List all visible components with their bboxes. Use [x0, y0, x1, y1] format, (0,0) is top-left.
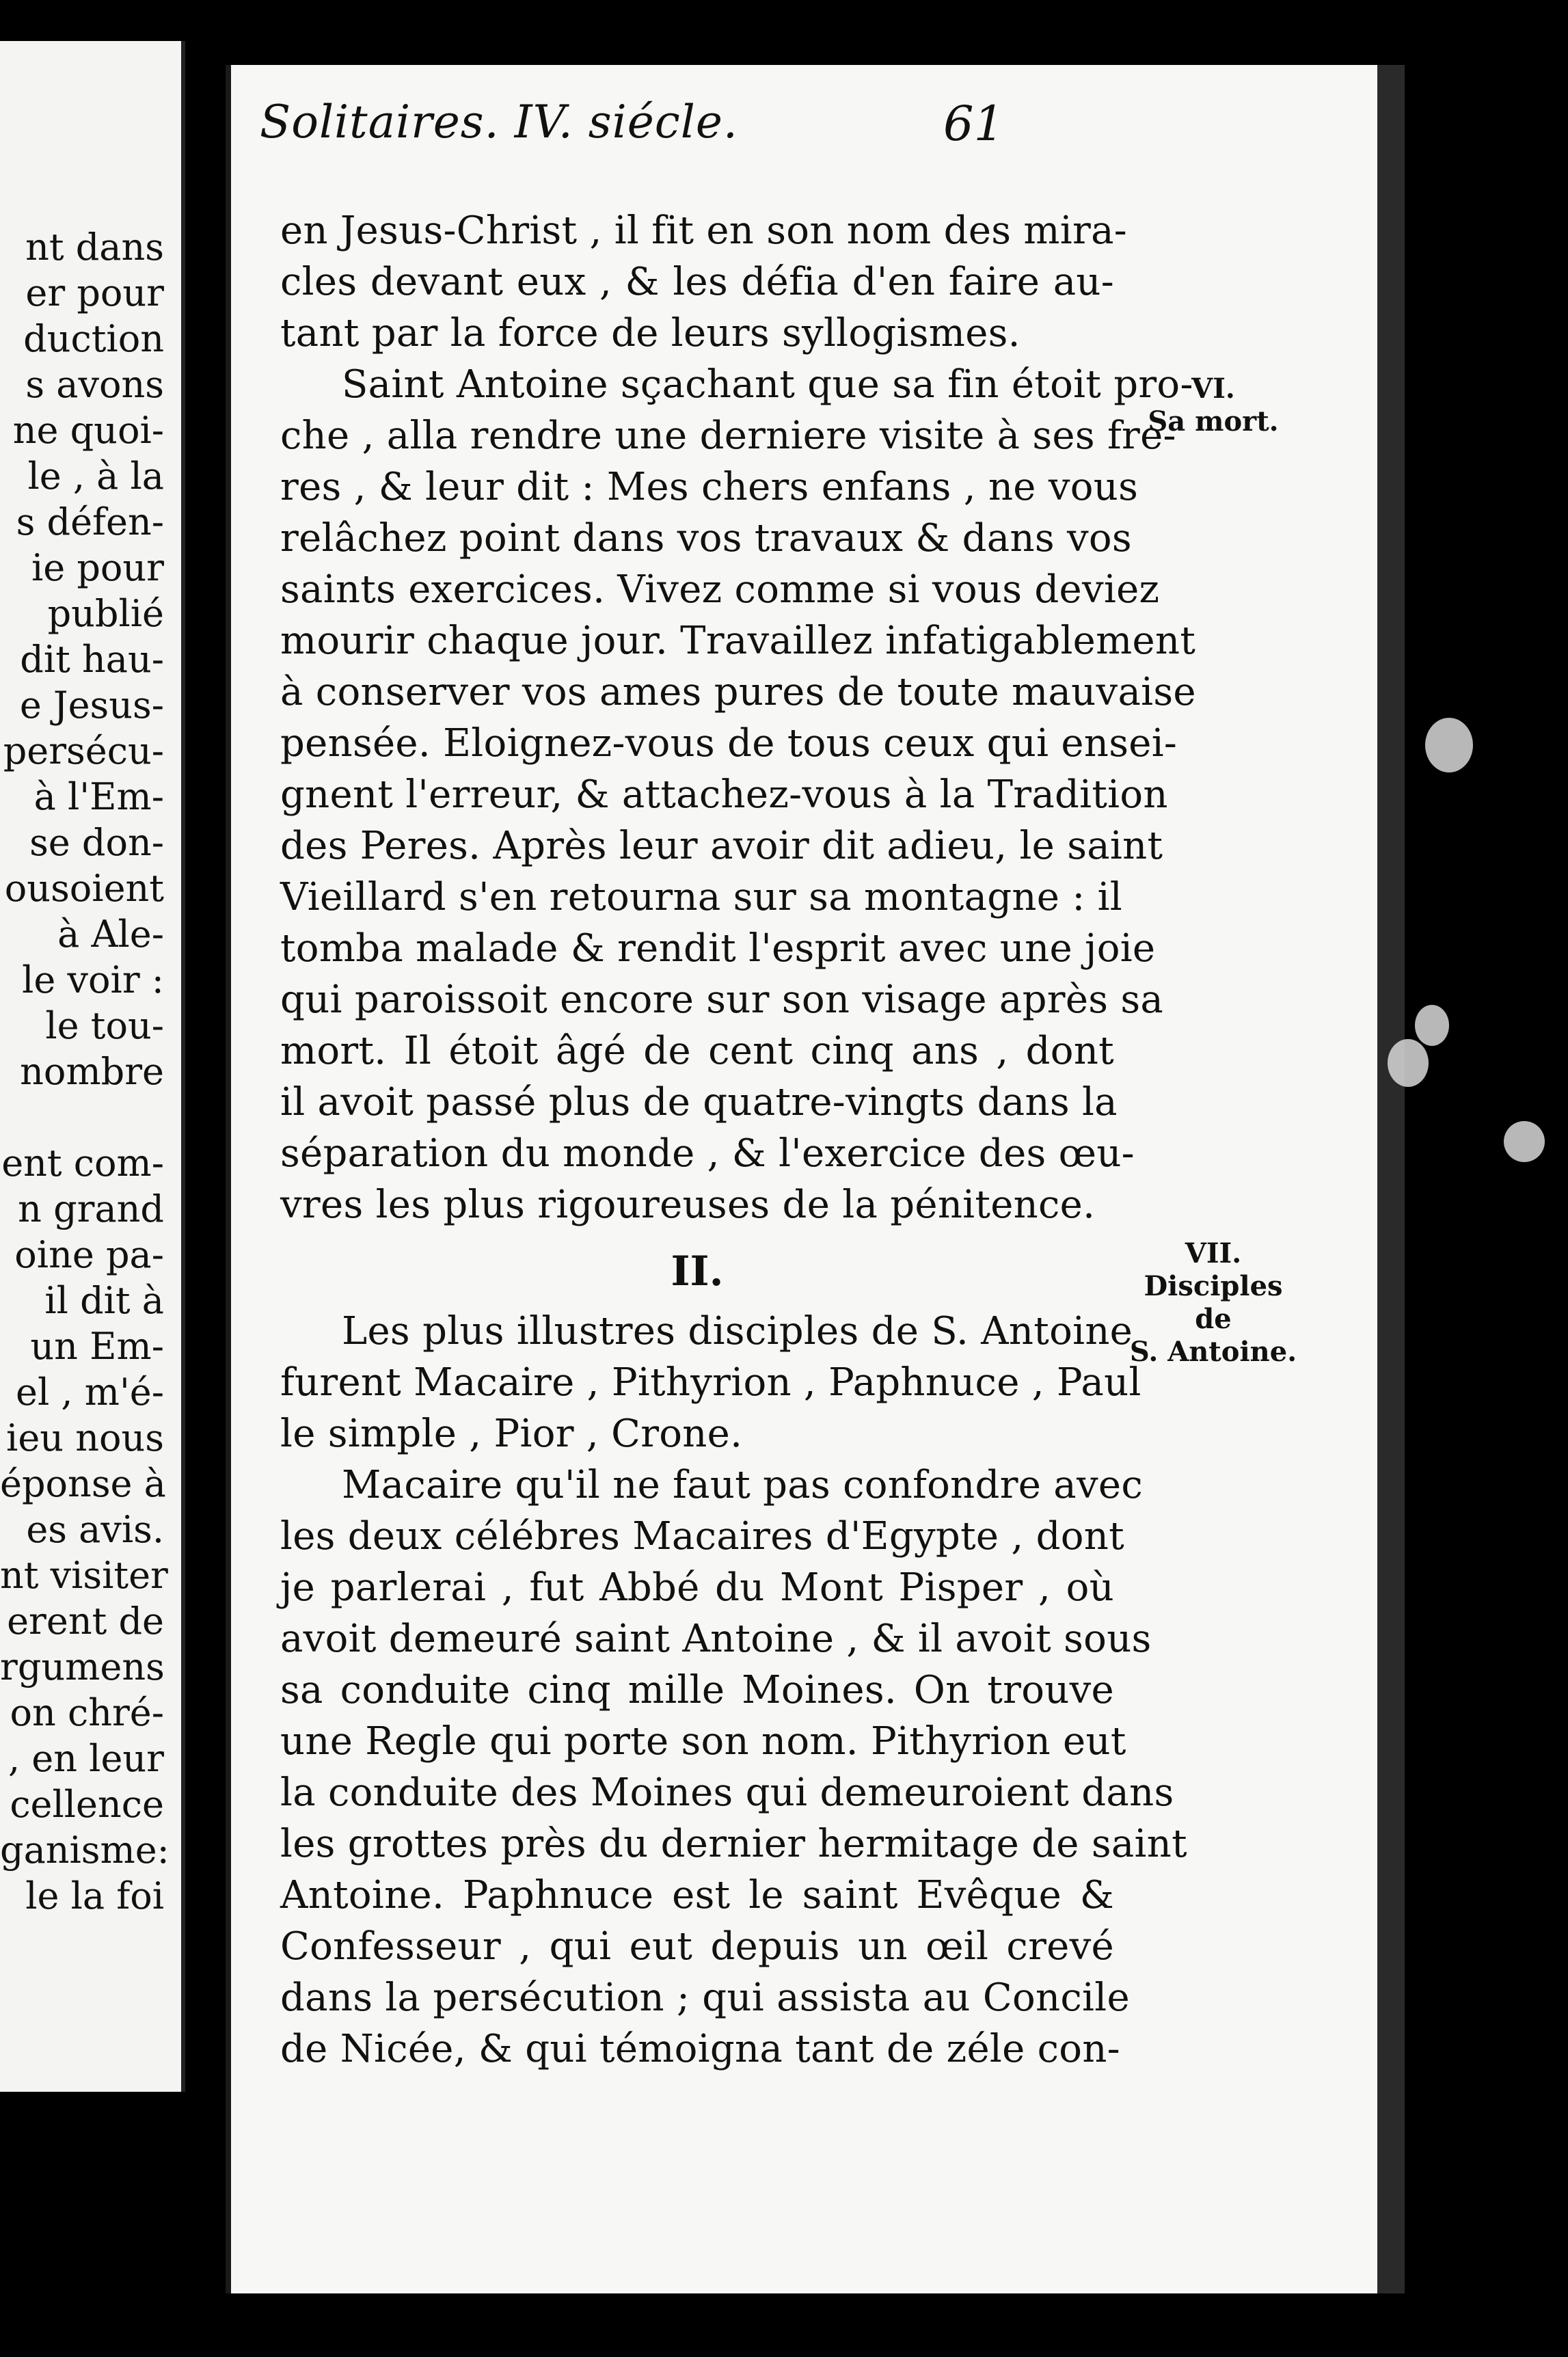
previous-page-line: , en leur: [8, 1737, 164, 1780]
previous-page-line: s défen-: [16, 500, 164, 543]
text-line: les grottes près du dernier hermitage de saint: [280, 1822, 1187, 1866]
text-line: relâchez point dans vos travaux & dans vos: [280, 516, 1132, 561]
text-line: tomba malade & rendit l'esprit avec une joie: [280, 926, 1156, 971]
previous-page-line: ne quoi-: [12, 409, 164, 452]
previous-page-line: ieu nous: [6, 1416, 164, 1459]
previous-page-line: nombre: [20, 1050, 164, 1093]
previous-page-line: le voir :: [22, 958, 164, 1001]
previous-page-line: il dit à: [44, 1279, 164, 1322]
margin-note-disciples: [1128, 1237, 1299, 1369]
paper-stain: [1504, 1121, 1545, 1162]
paper-stain: [1415, 1005, 1449, 1046]
previous-page-line: ganisme:: [0, 1829, 170, 1872]
margin-note-label: S. Antoine.: [1129, 1336, 1297, 1368]
text-line: tant par la force de leurs syllogismes.: [280, 311, 1020, 355]
text-line: mourir chaque jour. Travaillez infatigablement: [280, 619, 1196, 663]
text-line: dans la persécution ; qui assista au Concile: [280, 1976, 1130, 2020]
previous-page-line: e Jesus-: [19, 684, 164, 727]
text-line: saints exercices. Vivez comme si vous deviez: [280, 567, 1160, 612]
text-line: Antoine. Paphnuce est le saint Evêque &: [280, 1873, 1114, 1917]
previous-page-line: on chré-: [10, 1691, 164, 1734]
text-line: qui paroissoit encore sur son visage après sa: [280, 978, 1164, 1022]
previous-page-line: s avons: [25, 363, 164, 406]
text-line: sa conduite cinq mille Moines. On trouve: [280, 1668, 1114, 1712]
margin-note-number: VII.: [1185, 1237, 1242, 1269]
page-number: 61: [943, 96, 1005, 152]
margin-note-label: Sa mort.: [1148, 405, 1279, 437]
previous-page-line: cellence: [10, 1783, 164, 1826]
previous-page-line: el , m'é-: [16, 1371, 164, 1414]
text-line: Macaire qu'il ne faut pas confondre avec: [342, 1463, 1144, 1507]
previous-page-line: rgumens: [0, 1645, 165, 1688]
text-line: furent Macaire , Pithyrion , Paphnuce , Paul: [280, 1360, 1141, 1405]
running-title: Solitaires. IV. siécle.: [260, 96, 738, 148]
previous-page-line: oine pa-: [14, 1233, 164, 1276]
text-line: che , alla rendre une derniere visite à ses fre-: [280, 414, 1176, 458]
margin-note-number: VI.: [1191, 373, 1235, 405]
text-line: le simple , Pior , Crone.: [280, 1412, 743, 1456]
text-line: Vieillard s'en retourna sur sa montagne : il: [280, 875, 1123, 919]
text-line: des Peres. Après leur avoir dit adieu, le saint: [280, 824, 1163, 868]
previous-page-line: duction: [23, 317, 164, 360]
previous-page-line: n grand: [18, 1187, 164, 1230]
previous-page-line: nt dans: [25, 226, 164, 269]
previous-page-line: à Ale-: [57, 913, 164, 956]
text-line: les deux célébres Macaires d'Egypte , dont: [280, 1514, 1124, 1559]
previous-page-line: publié: [47, 592, 164, 635]
text-line: séparation du monde , & l'exercice des œu-: [280, 1131, 1135, 1176]
previous-page-line: ent com-: [1, 1142, 164, 1185]
previous-page-line: à l'Em-: [33, 775, 164, 818]
margin-note-label: Disciples de: [1144, 1270, 1283, 1335]
previous-page-line: erent de: [7, 1600, 164, 1643]
text-line: Saint Antoine sçachant que sa fin étoit pro-: [342, 362, 1193, 407]
previous-page-line: ousoient: [4, 867, 164, 910]
text-line: cles devant eux , & les défia d'en faire au-: [280, 260, 1114, 304]
previous-page-line: éponse à: [0, 1462, 166, 1505]
previous-page-line: le la foi: [25, 1874, 164, 1917]
paper-stain: [1425, 718, 1473, 772]
section-number: II.: [671, 1248, 724, 1295]
paper-stain: [1388, 1039, 1429, 1087]
page-edge: [1377, 65, 1405, 2293]
margin-note-death: [1128, 373, 1299, 438]
text-line: à conserver vos ames pures de toute mauvaise: [280, 670, 1196, 714]
text-line: il avoit passé plus de quatre-vingts dans la: [280, 1080, 1118, 1124]
text-line: res , & leur dit : Mes chers enfans , ne vous: [280, 465, 1139, 509]
text-line: je parlerai , fut Abbé du Mont Pisper , où: [280, 1565, 1114, 1610]
previous-page-line: nt visiter: [0, 1554, 168, 1597]
previous-page-line: er pour: [25, 271, 164, 314]
previous-page-line: persécu-: [3, 729, 164, 772]
text-line: la conduite des Moines qui demeuroient dans: [280, 1770, 1174, 1815]
previous-page: [0, 41, 185, 2092]
text-line: vres les plus rigoureuses de la pénitence.: [280, 1183, 1096, 1227]
text-line: de Nicée, & qui témoigna tant de zéle con-: [280, 2027, 1120, 2071]
text-line: avoit demeuré saint Antoine , & il avoit sous: [280, 1617, 1152, 1661]
text-line: en Jesus-Christ , il fit en son nom des mira-: [280, 208, 1127, 253]
previous-page-line: es avis.: [26, 1508, 164, 1551]
previous-page-line: ie pour: [31, 546, 164, 589]
text-line: mort. Il étoit âgé de cent cinq ans , dont: [280, 1029, 1114, 1073]
text-line: gnent l'erreur, & attachez-vous à la Tradition: [280, 772, 1168, 817]
previous-page-line: dit hau-: [20, 638, 164, 681]
text-line: Confesseur , qui eut depuis un œil crevé: [280, 1924, 1114, 1969]
previous-page-line: le tou-: [45, 1004, 164, 1047]
text-line: Les plus illustres disciples de S. Antoine: [342, 1309, 1133, 1353]
previous-page-line: un Em-: [30, 1325, 164, 1368]
text-line: une Regle qui porte son nom. Pithyrion eut: [280, 1719, 1126, 1764]
previous-page-line: se don-: [29, 821, 164, 864]
previous-page-line: le , à la: [27, 455, 164, 498]
text-line: pensée. Eloignez-vous de tous ceux qui ensei-: [280, 721, 1178, 766]
main-text: [280, 205, 1196, 2075]
